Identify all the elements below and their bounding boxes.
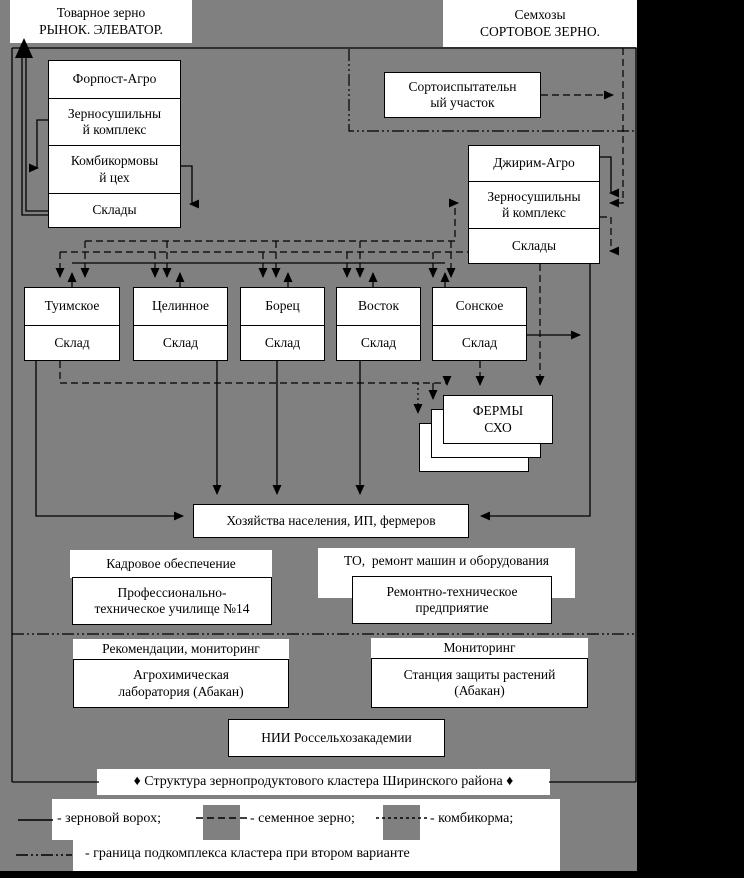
header-recommendations: Рекомендации, мониторинг bbox=[73, 639, 289, 659]
legend-seed-grain: - семенное зерно; bbox=[250, 811, 355, 826]
cell-vostok-warehouse: Склад bbox=[337, 325, 420, 360]
cell-tselinnoye-warehouse: Склад bbox=[134, 325, 227, 360]
outside-area-bottom bbox=[0, 871, 744, 878]
node-forpost-agro bbox=[48, 60, 181, 228]
cell-tuimskoye-warehouse: Склад bbox=[25, 325, 119, 360]
legend-swatch-feed bbox=[383, 805, 420, 840]
header-hr: Кадровое обеспечение bbox=[70, 550, 272, 578]
header-monitoring: Мониторинг bbox=[371, 638, 588, 658]
title-market-line2: РЫНОК. ЭЛЕВАТОР. bbox=[39, 21, 163, 37]
node-district-borets: Борец Склад bbox=[240, 287, 325, 361]
node-dzhirim-agro bbox=[468, 145, 600, 264]
legend-grain-heap: - зерновой ворох; bbox=[57, 811, 161, 826]
figure-caption: ♦ Структура зернопродуктового кластера Ширинского района ♦ bbox=[97, 769, 550, 795]
node-vocational-school: Профессионально- техническое училище №14 bbox=[72, 577, 272, 625]
title-seed-line1: Семхозы bbox=[514, 7, 566, 23]
legend-boundary: - граница подкомплекса кластера при втором варианте bbox=[85, 846, 410, 861]
node-households: Хозяйства населения, ИП, фермеров bbox=[193, 504, 469, 538]
title-market-elevator bbox=[10, 0, 192, 43]
node-district-tuimskoye: Туимское Склад bbox=[24, 287, 120, 361]
title-seed-farms bbox=[443, 0, 637, 47]
cell-dzhirim-drying: Зерносушильны й комплекс bbox=[469, 181, 599, 228]
title-seed-line2: СОРТОВОЕ ЗЕРНО. bbox=[479, 23, 600, 39]
cell-dzhirim-warehouses: Склады bbox=[469, 228, 599, 263]
header-service: ТО, ремонт машин и оборудования bbox=[318, 548, 575, 598]
title-market-line1: Товарное зерно bbox=[56, 5, 146, 21]
cell-forpost-name: Форпост-Агро bbox=[72, 71, 157, 87]
node-agrochemical-lab: Агрохимическая лаборатория (Абакан) bbox=[73, 659, 289, 708]
cell-dzhirim-name: Джирим-Агро bbox=[493, 155, 575, 171]
cell-borets-warehouse: Склад bbox=[241, 325, 324, 360]
node-district-vostok: Восток Склад bbox=[336, 287, 421, 361]
legend-feed: - комбикорма; bbox=[430, 811, 514, 826]
cell-sonskoye-warehouse: Склад bbox=[433, 325, 526, 360]
node-repair-enterprise: Ремонтно-техническое предприятие bbox=[352, 576, 552, 624]
legend-swatch-seed bbox=[203, 805, 240, 840]
node-district-tselinnoye: Целинное Склад bbox=[133, 287, 228, 361]
node-variety-test-plot: Сортоиспытательн ый участок bbox=[384, 72, 541, 118]
cell-forpost-drying: Зерносушильны й комплекс bbox=[49, 98, 180, 145]
node-nii-agriculture-academy: НИИ Россельхозакадемии bbox=[228, 719, 445, 757]
node-plant-protection-station: Станция защиты растений (Абакан) bbox=[371, 658, 588, 708]
outside-area-right bbox=[637, 0, 744, 878]
cell-forpost-warehouses: Склады bbox=[49, 193, 180, 227]
node-district-sonskoye: Сонское Склад bbox=[432, 287, 527, 361]
node-farms-sho: ФЕРМЫ СХО bbox=[443, 395, 553, 444]
cell-forpost-feed-shop: Комбикормовы й цех bbox=[49, 145, 180, 193]
